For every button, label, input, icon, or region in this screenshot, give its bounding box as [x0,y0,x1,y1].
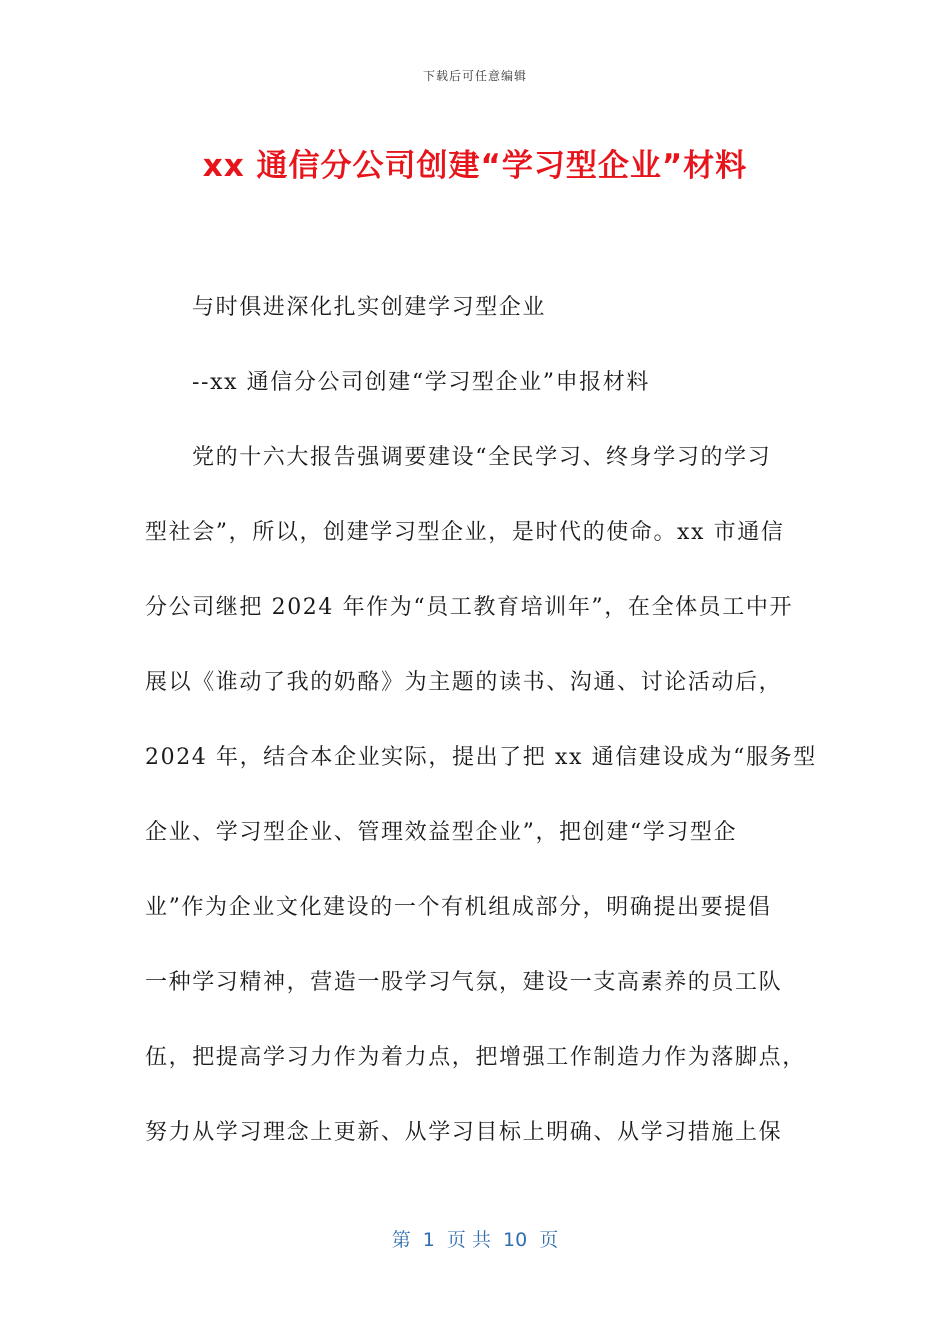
subtitle-line: 与时俱进深化扎实创建学习型企业 [192,295,547,320]
paragraph-line: 业”作为企业文化建设的一个有机组成部分，明确提出要提倡 [145,895,772,920]
paragraph-line: 企业、学习型企业、管理效益型企业”，把创建“学习型企 [145,820,738,845]
subheading-line: --xx 通信分公司创建“学习型企业”申报材料 [192,370,650,395]
paragraph-line: 努力从学习理念上更新、从学习目标上明确、从学习措施上保 [145,1120,783,1145]
paragraph-line: 一种学习精神，营造一股学习气氛，建设一支高素养的员工队 [145,970,783,995]
paragraph-line: 党的十六大报告强调要建设“全民学习、终身学习的学习 [192,445,772,470]
header-note: 下载后可任意编辑 [422,69,527,83]
document-title: xx 通信分公司创建“学习型企业”材料 [202,148,748,184]
paragraph-line: 展以《谁动了我的奶酪》为主题的读书、沟通、讨论活动后， [145,670,783,695]
page-number-footer: 第 1 页 共 10 页 [391,1229,559,1251]
paragraph-line: 2024 年，结合本企业实际，提出了把 xx 通信建设成为“服务型 [145,745,817,770]
document-body [145,270,817,1170]
paragraph-line: 伍，把提高学习力作为着力点，把增强工作制造力作为落脚点， [145,1045,806,1070]
paragraph-line: 分公司继把 2024 年作为“员工教育培训年”，在全体员工中开 [145,595,794,620]
paragraph-line: 型社会”，所以，创建学习型企业，是时代的使命。xx 市通信 [145,520,785,545]
